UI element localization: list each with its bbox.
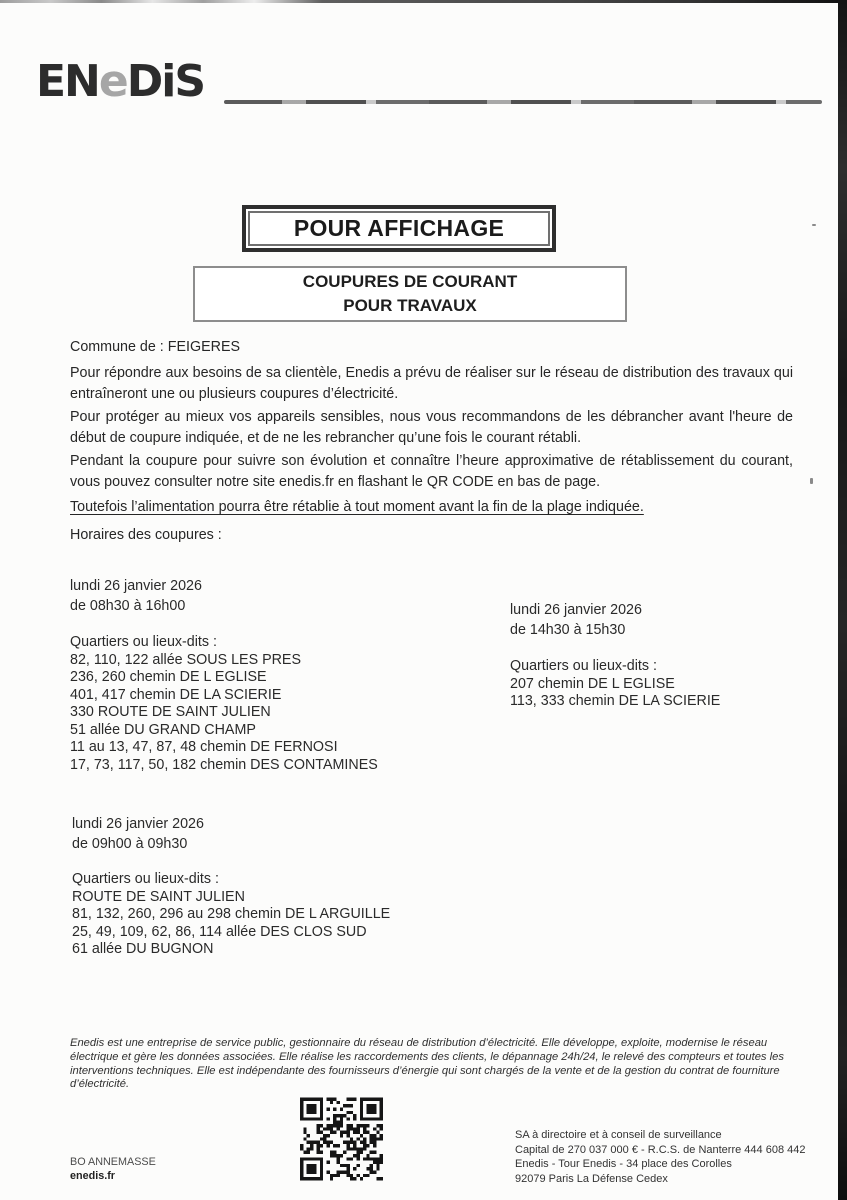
enedis-logo: [36, 56, 205, 107]
scan-artifact-right-band: [838, 0, 847, 1200]
legal-line: Enedis - Tour Enedis - 34 place des Corolles: [515, 1158, 732, 1171]
outage-1-time: de 08h30 à 16h00: [70, 598, 186, 614]
paragraph-restoration-note: Toutefois l’alimentation pourra être rétablie à tout moment avant la fin de la plage indiquée.: [70, 499, 644, 515]
scan-speck: [812, 224, 816, 226]
website-text: enedis.fr: [70, 1170, 116, 1182]
location-line: 82, 110, 122 allée SOUS LES PRES: [70, 651, 302, 668]
qr-code-icon: [300, 1097, 383, 1181]
legal-info-block: [515, 1128, 805, 1186]
horaires-label: Horaires des coupures :: [70, 527, 222, 543]
notice-title-line1: COUPURES DE COURANT: [302, 272, 518, 291]
scan-artifact-top-edge: [0, 0, 847, 3]
outage-3-date: lundi 26 janvier 2026: [72, 816, 204, 832]
logo-text-part2: e: [98, 56, 127, 107]
location-line: 17, 73, 117, 50, 182 chemin DES CONTAMINES: [70, 756, 378, 773]
location-line: 330 ROUTE DE SAINT JULIEN: [70, 704, 271, 720]
affichage-stamp-box: [242, 205, 556, 252]
location-line: 25, 49, 109, 62, 86, 114 allée DES CLOS SUD: [72, 923, 367, 940]
location-line: 11 au 13, 47, 87, 48 chemin DE FERNOSI: [70, 739, 338, 755]
location-line: 401, 417 chemin DE LA SCIERIE: [70, 686, 282, 703]
location-line: 113, 333 chemin DE LA SCIERIE: [510, 693, 721, 709]
legal-line: Capital de 270 037 000 € - R.C.S. de Nanterre 444 608 442: [515, 1143, 806, 1156]
company-description-text: Enedis est une entreprise de service public, gestionnaire du réseau de distribution d’électricité. Elle développe, exploite, modernise le réseau électrique et gère les données associées. Elle réalise les raccordements des clients, le dépannage 24h/24, le relevé des compteurs et toutes les interventions techniques. Elle est indépendante des fournisseurs d’énergie qui sont chargés de la vente et de la gestion du contrat de fourniture d’électricité.: [70, 1037, 784, 1091]
location-line: 236, 260 chemin DE L EGLISE: [70, 669, 267, 685]
outage-block-3: [72, 814, 492, 959]
outage-3-time: de 09h00 à 09h30: [72, 836, 188, 852]
header-rule-line: [224, 100, 822, 104]
location-line: ROUTE DE SAINT JULIEN: [72, 888, 245, 905]
paragraph-advice: Pour protéger au mieux vos appareils sensibles, nous vous recommandons de les débrancher avant l'heure de début de coupure indiquée, et de ne les rebrancher qu’une fois le courant rétabli.: [70, 409, 793, 446]
outage-1-date: lundi 26 janvier 2026: [70, 578, 202, 594]
location-line: 81, 132, 260, 296 au 298 chemin DE L ARGUILLE: [72, 906, 391, 922]
paragraph-intro: Pour répondre aux besoins de sa clientèle, Enedis a prévu de réaliser sur le réseau de distribution des travaux qui entraîneront une ou plusieurs coupures d’électricité.: [70, 365, 793, 402]
logo-text-part1: EN: [36, 56, 99, 107]
commune-line: Commune de : FEIGERES: [70, 339, 241, 355]
outage-2-quartiers-label: Quartiers ou lieux-dits :: [510, 658, 657, 674]
logo-text-part3: DiS: [126, 56, 205, 107]
outage-block-1: [70, 576, 470, 774]
outage-3-quartiers-label: Quartiers ou lieux-dits :: [72, 871, 219, 887]
outage-1-quartiers-label: Quartiers ou lieux-dits :: [70, 634, 217, 650]
location-line: 61 allée DU BUGNON: [72, 941, 214, 957]
legal-line: SA à directoire et à conseil de surveillance: [515, 1129, 722, 1141]
outage-2-date: lundi 26 janvier 2026: [510, 602, 642, 618]
scan-speck: [810, 478, 813, 484]
location-line: 207 chemin DE L EGLISE: [510, 675, 675, 692]
legal-line: 92079 Paris La Défense Cedex: [515, 1172, 668, 1185]
affichage-stamp-label: POUR AFFICHAGE: [248, 211, 550, 246]
location-line: 51 allée DU GRAND CHAMP: [70, 721, 256, 738]
paragraph-qrcode-info: Pendant la coupure pour suivre son évolution et connaître l’heure approximative de rétablissement du courant, vous pouvez consulter notre site enedis.fr en flashant le QR CODE en bas de page.: [70, 453, 793, 490]
outage-2-time: de 14h30 à 15h30: [510, 622, 626, 638]
notice-title-line2: POUR TRAVAUX: [343, 296, 477, 315]
notice-title-box: [193, 266, 627, 322]
office-block: [70, 1155, 156, 1183]
office-name: BO ANNEMASSE: [70, 1156, 156, 1168]
outage-block-2: [510, 600, 820, 711]
